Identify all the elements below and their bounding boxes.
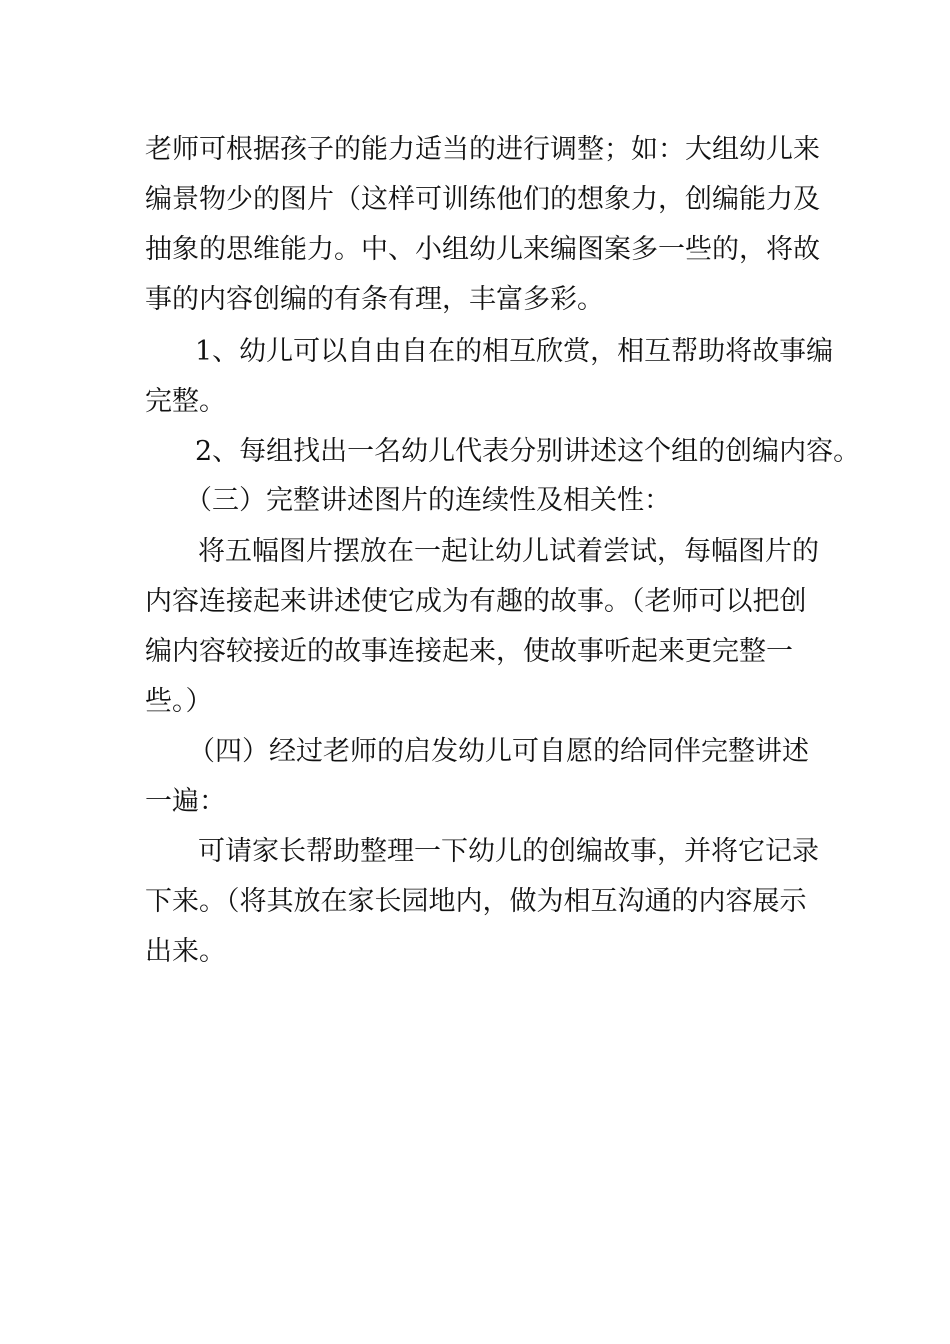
paragraph-2-line-3: 编内容较接近的故事连接起来，使故事听起来更完整一 <box>145 636 793 667</box>
paragraph-2-line-1: 将五幅图片摆放在一起让幼儿试着尝试，每幅图片的 <box>198 536 819 567</box>
section-four-line-2: 一遍： <box>145 786 226 817</box>
paragraph-2-line-4: 些。） <box>145 686 213 717</box>
paragraph-1-line-2: 编景物少的图片（这样可训练他们的想象力，创编能力及 <box>145 184 820 215</box>
paragraph-1-line-1: 老师可根据孩子的能力适当的进行调整；如：大组幼儿来 <box>145 134 820 165</box>
section-four-line-1: （四）经过老师的启发幼儿可自愿的给同伴完整讲述 <box>188 736 809 767</box>
item-1-line-2: 完整。 <box>145 386 226 417</box>
paragraph-1-line-4: 事的内容创编的有条有理，丰富多彩。 <box>145 284 604 315</box>
paragraph-2-line-2: 内容连接起来讲述使它成为有趣的故事。（老师可以把创 <box>145 586 807 617</box>
section-three-heading: （三）完整讲述图片的连续性及相关性： <box>185 485 671 516</box>
paragraph-3-line-1: 可请家长帮助整理一下幼儿的创编故事，并将它记录 <box>198 836 819 867</box>
item-1-line-1: 1、幼儿可以自由自在的相互欣赏，相互帮助将故事编 <box>195 336 834 367</box>
paragraph-3-line-3: 出来。 <box>145 936 226 967</box>
paragraph-3-line-2: 下来。（将其放在家长园地内，做为相互沟通的内容展示 <box>145 886 807 917</box>
paragraph-1-line-3: 抽象的思维能力。中、小组幼儿来编图案多一些的，将故 <box>145 234 820 265</box>
item-2-line-1: 2、每组找出一名幼儿代表分别讲述这个组的创编内容。 <box>195 436 861 467</box>
